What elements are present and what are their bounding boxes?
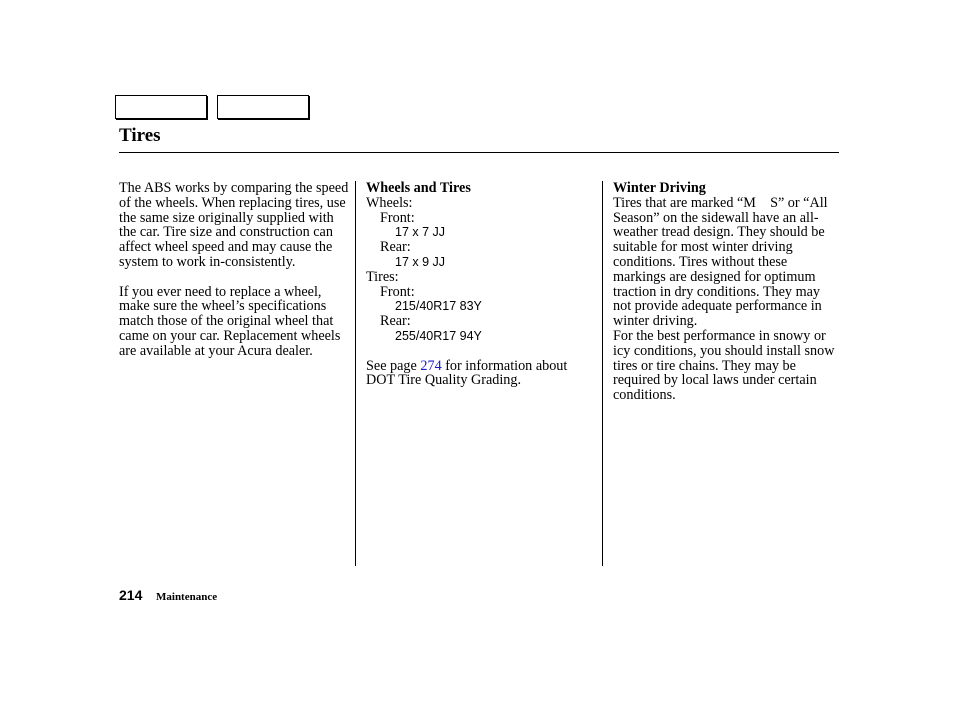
wheels-and-tires-heading: Wheels and Tires [366,180,471,196]
tires-rear-value: 255/40R17 94Y [395,328,482,343]
page-title: Tires [119,125,161,146]
winter-driving-heading: Winter Driving [613,180,706,196]
tires-rear-label: Rear: [380,313,411,330]
see-page-suffix: for information about DOT Tire Quality Grading. [366,357,568,389]
right-column [613,181,841,403]
title-divider [119,152,839,153]
left-column [119,181,351,359]
wheels-rear-value: 17 x 9 JJ [395,254,446,269]
tires-front-label: Front: [380,283,415,300]
column-divider [602,181,603,566]
page-274-link[interactable]: 274 [420,357,442,374]
tires-front-value: 215/40R17 83Y [395,299,482,314]
page-number: 214 [119,587,143,603]
wheels-front-label: Front: [380,209,415,226]
wheels-label: Wheels: [366,194,413,211]
middle-column [366,181,596,388]
snow-tires-paragraph: For the best performance in snowy or icy conditions, you should install snow tires or tire chains. They may be required by local laws under certain conditions. [613,327,835,404]
next-page-button[interactable] [217,95,309,119]
abs-paragraph: The ABS works by comparing the speed of the wheels. When replacing tires, use the same size originally supplied with the car. Tire size and construction can affect wheel speed and may cause the system to work in-consistently. [119,180,349,270]
tires-label: Tires: [366,268,399,285]
wheels-front-value: 17 x 7 JJ [395,225,446,240]
see-page-prefix: See page [366,357,421,374]
winter-tires-paragraph: Tires that are marked “M S” or “All Season” on the sidewall have an all-weather tread design. They should be suitable for most winter driving conditions. Tires without these markings are designed for optimum traction in dry conditions. They may not provide adequate performance in winter driving. [613,194,832,330]
wheel-replacement-paragraph: If you ever need to replace a wheel, make sure the wheel’s specifications match those of the original wheel that came on your car. Replacement wheels are available at your Acura dealer. [119,283,341,359]
wheels-rear-label: Rear: [380,239,411,256]
column-divider [355,181,356,566]
section-name: Maintenance [156,591,218,603]
previous-page-button[interactable] [115,95,207,119]
see-page-reference [366,359,596,389]
